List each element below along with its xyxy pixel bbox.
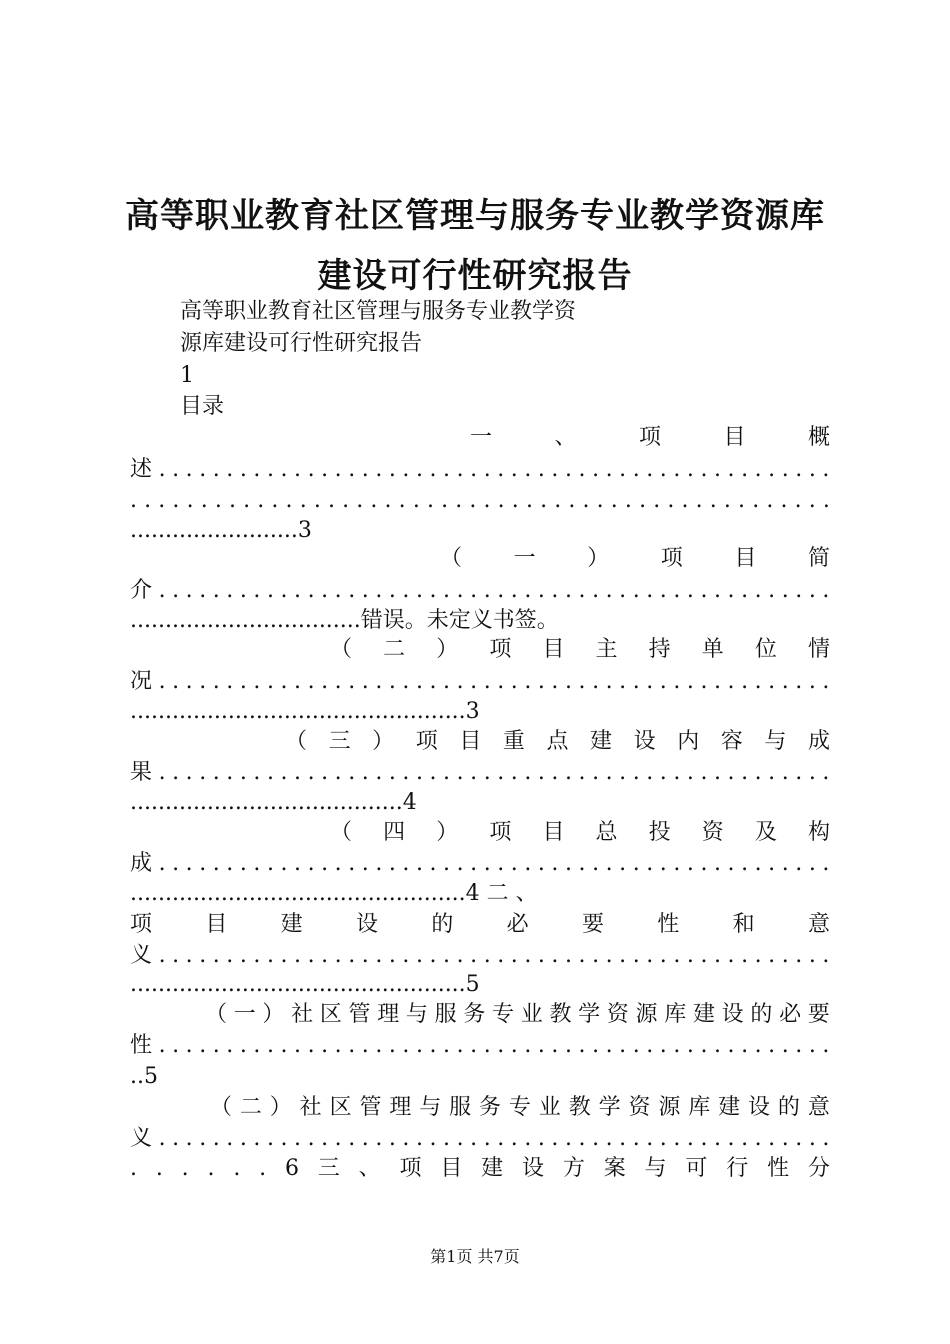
toc-line: （ 一 ） 项 目 简	[440, 546, 830, 571]
page-marker: 1	[180, 363, 194, 388]
toc-line: ................................................4 二 、	[130, 881, 538, 906]
toc-line: （ 二 ） 项 目 主 持 单 位 情	[330, 637, 830, 662]
toc-line: （ 一 ） 社 区 管 理 与 服 务 专 业 教 学 资 源 库 建 设 的 必 要	[205, 1002, 830, 1027]
toc-line: 义 . . . . . . . . . . . . . . . . . . . . . . . . . . . . . . . . . . . . . . . . . . . . . . . . . .	[130, 943, 830, 968]
subtitle-line-2: 源库建设可行性研究报告	[180, 331, 423, 356]
toc-line: 况 . . . . . . . . . . . . . . . . . . . . . . . . . . . . . . . . . . . . . . . . . . . . . . . . . .	[130, 669, 830, 694]
toc-line: （ 二 ） 社 区 管 理 与 服 务 专 业 教 学 资 源 库 建 设 的 意	[210, 1095, 830, 1120]
toc-line: ................................................5	[130, 972, 480, 997]
toc-line: 介 . . . . . . . . . . . . . . . . . . . . . . . . . . . . . . . . . . . . . . . . . . . . . . . . . .	[130, 578, 830, 603]
toc-line: （ 四 ） 项 目 总 投 资 及 构	[330, 820, 830, 845]
toc-line: ..5	[130, 1064, 158, 1089]
toc-line: （ 三 ） 项 目 重 点 建 设 内 容 与 成	[285, 729, 830, 754]
toc-line: .................................错误。未定义书签。	[130, 608, 559, 633]
toc-line: .......................................4	[130, 790, 417, 815]
toc-line: ................................................3	[130, 699, 480, 724]
toc-line: 果 . . . . . . . . . . . . . . . . . . . . . . . . . . . . . . . . . . . . . . . . . . . . . . . . . .	[130, 760, 830, 785]
toc-line: . . . . . . 6 三 、 项 目 建 设 方 案 与 可 行 性 分	[130, 1156, 830, 1181]
toc-line: ........................3	[130, 518, 312, 543]
toc-line: 成 . . . . . . . . . . . . . . . . . . . . . . . . . . . . . . . . . . . . . . . . . . . . . . . . . .	[130, 851, 830, 876]
toc-line: 性 . . . . . . . . . . . . . . . . . . . . . . . . . . . . . . . . . . . . . . . . . . . . . . . . . .	[130, 1033, 830, 1058]
document-title-line-1: 高等职业教育社区管理与服务专业教学资源库	[125, 196, 825, 236]
toc-line: 一 、 项 目 概	[470, 425, 830, 450]
toc-line: 义 . . . . . . . . . . . . . . . . . . . . . . . . . . . . . . . . . . . . . . . . . . . . . . . . . .	[130, 1126, 830, 1151]
toc-line: 项 目 建 设 的 必 要 性 和 意	[130, 912, 830, 937]
page-footer: 第1页 共7页	[430, 1247, 520, 1266]
toc-line: 述 . . . . . . . . . . . . . . . . . . . . . . . . . . . . . . . . . . . . . . . . . . . . . . . . . .	[130, 457, 830, 482]
document-title-line-2: 建设可行性研究报告	[317, 256, 633, 296]
toc-heading: 目录	[180, 394, 225, 419]
subtitle-line-1: 高等职业教育社区管理与服务专业教学资	[180, 299, 577, 324]
toc-line: . . . . . . . . . . . . . . . . . . . . . . . . . . . . . . . . . . . . . . . . . . . . . . . . . .	[130, 488, 830, 513]
